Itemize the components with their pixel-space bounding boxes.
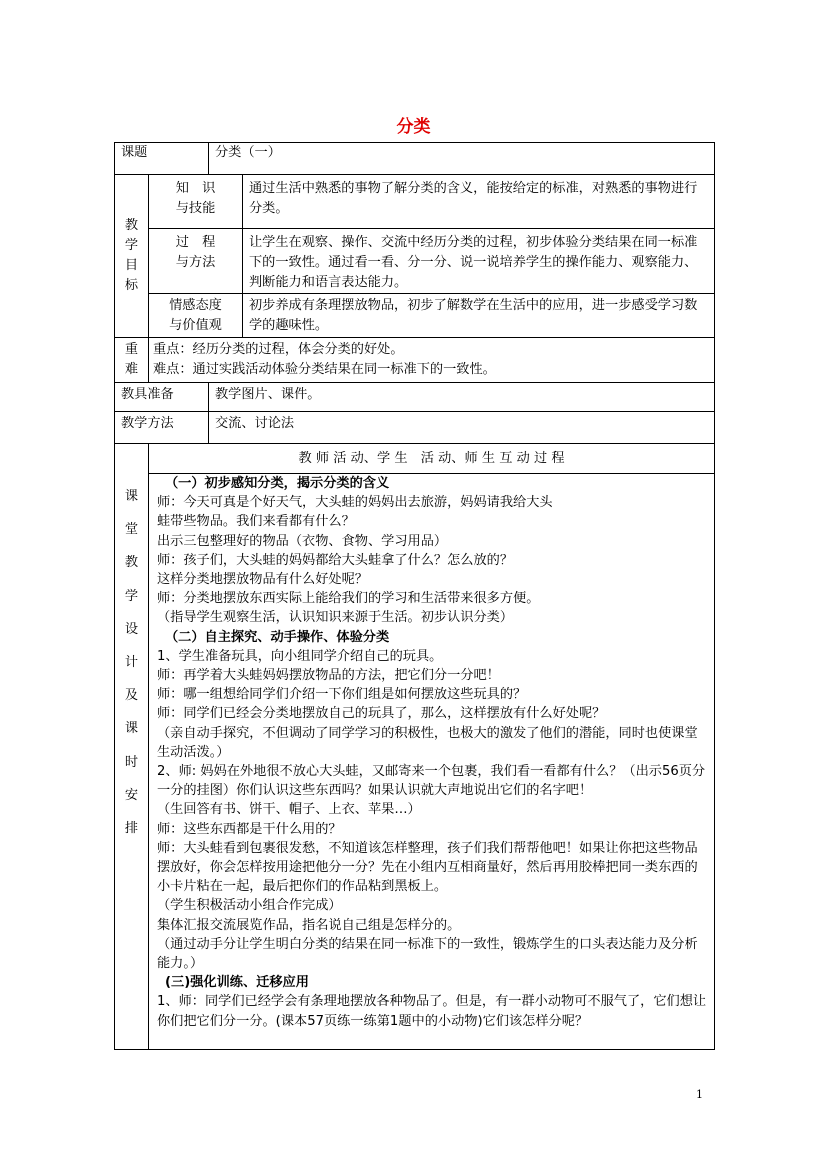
schedule-paragraph: 1、师：同学们已经学会有条理地摆放各种物品了。但是，有一群小动物可不服气了，它们想让你们把它们分一分。(课本57页练一练第1题中的小动物)它们该怎样分呢？ (157, 994, 707, 1029)
goal-knowledge-row (115, 175, 715, 229)
schedule-paragraphs (157, 474, 710, 1031)
goals-label-char: 目 (124, 258, 139, 273)
schedule-label-char: 及 (124, 688, 139, 704)
schedule-body-row (115, 474, 715, 1050)
goal-knowledge-text: 通过生活中熟悉的事物了解分类的含义，能按给定的标准，对熟悉的事物进行分类。 (243, 175, 715, 229)
key-points-label (115, 338, 149, 383)
schedule-label-char: 课 (124, 721, 139, 737)
schedule-paragraph: 2、师: 妈妈在外地很不放心大头蛙，又邮寄来一个包裹，我们看一看都有什么？（出示56页分一分的挂图）你们认识这些东西吗？如果认识就大声地说出它们的名字吧！ (157, 764, 706, 799)
tools-value: 教学图片、课件。 (209, 383, 715, 412)
schedule-paragraph: （生回答有书、饼干、帽子、上衣、苹果…） (157, 802, 421, 818)
key-points-row (115, 338, 715, 383)
schedule-body (149, 474, 715, 1050)
key-point-line: 难点：通过实践活动体验分类结果在同一标准下的一致性。 (153, 362, 496, 377)
schedule-paragraph: 师：再学着大头蛙妈妈摆放物品的方法，把它们分一分吧！ (157, 668, 500, 684)
key-points-label-char: 难 (124, 362, 139, 377)
schedule-paragraph: （学生积极活动小组合作完成） (157, 898, 342, 914)
goal-knowledge-label (149, 175, 243, 229)
goal-process-label (149, 229, 243, 294)
key-points-label-char: 重 (124, 342, 139, 357)
method-row (115, 412, 715, 444)
schedule-paragraph: 师：这些东西都是干什么用的？ (157, 821, 342, 837)
goals-label-char: 学 (124, 238, 139, 253)
goal-process-text: 让学生在观察、操作、交流中经历分类的过程，初步体验分类结果在同一标准下的一致性。通过看一看、分一分、说一说培养学生的操作能力、观察能力、判断能力和语言表达能力。 (243, 229, 715, 294)
schedule-paragraph: 师：哪一组想给同学们介绍一下你们组是如何摆放这些玩具的？ (157, 687, 527, 703)
schedule-paragraph: 这样分类地摆放物品有什么好处呢？ (157, 572, 368, 588)
tools-row (115, 383, 715, 412)
tools-label: 教具准备 (115, 383, 209, 412)
schedule-paragraph: 出示三包整理好的物品（衣物、食物、学习用品） (157, 533, 448, 549)
topic-value: 分类（一） (209, 143, 715, 175)
section-heading: （一）初步感知分类，揭示分类的含义 (165, 476, 390, 491)
lesson-plan-table (114, 142, 715, 1050)
topic-label: 课题 (115, 143, 209, 175)
schedule-paragraph: 1、学生准备玩具，向小组同学介绍自己的玩具。 (157, 648, 443, 664)
goal-label-line: 情感态度 (169, 298, 222, 313)
goal-label-line: 过 程 (175, 235, 216, 250)
schedule-paragraph: 蛙带些物品。我们来看都有什么？ (157, 514, 355, 530)
schedule-label-char: 堂 (124, 522, 139, 538)
document-title: 分类 (396, 117, 431, 137)
schedule-paragraph: 师：分类地摆放东西实际上能给我们的学习和生活带来很多方便。 (157, 591, 540, 607)
schedule-label-char: 教 (124, 555, 139, 571)
goal-label-line: 与方法 (175, 255, 216, 270)
schedule-header: 教 师 活 动、学 生 活 动、师 生 互 动 过 程 (149, 444, 715, 474)
schedule-label-char: 学 (124, 588, 139, 604)
key-points-text (149, 338, 715, 383)
schedule-label-char: 排 (124, 821, 139, 837)
goal-emotion-text: 初步养成有条理摆放物品，初步了解数学在生活中的应用，进一步感受学习数学的趣味性。 (243, 294, 715, 338)
topic-row (115, 143, 715, 175)
goal-emotion-label (149, 294, 243, 338)
schedule-paragraph: 集体汇报交流展览作品，指名说自己组是怎样分的。 (157, 917, 461, 933)
schedule-paragraph: 师：同学们已经会分类地摆放自己的玩具了，那么，这样摆放有什么好处呢？ (157, 706, 606, 722)
schedule-label-char: 安 (124, 787, 139, 803)
goal-process-row (115, 229, 715, 294)
schedule-paragraph: （亲自动手探究，不但调动了同学学习的积极性，也极大的激发了他们的潜能，同时也使课堂生动活泼。） (157, 725, 698, 760)
goal-label-line: 与价值观 (169, 318, 222, 333)
method-value: 交流、讨论法 (209, 412, 715, 444)
goal-label-line: 与技能 (175, 201, 216, 216)
section-heading: （二）自主探究、动手操作、体验分类 (165, 629, 390, 645)
schedule-paragraph: 师：今天可真是个好天气，大头蛙的妈妈出去旅游，妈妈请我给大头 (157, 495, 553, 511)
schedule-paragraph: （通过动手分让学生明白分类的结果在同一标准下的一致性，锻炼学生的口头表达能力及分析能力。） (157, 936, 698, 972)
schedule-label-char: 时 (124, 754, 139, 770)
goal-label-line: 知 识 (175, 181, 216, 196)
schedule-label-char: 计 (124, 655, 139, 671)
section-heading: (三)强化训练、迁移应用 (165, 975, 309, 991)
goals-label-char: 教 (124, 218, 139, 233)
method-label: 教学方法 (115, 412, 209, 444)
page-number: 1 (696, 1088, 703, 1101)
schedule-paragraph: （指导学生观察生活，认识知识来源于生活。初步认识分类） (157, 610, 514, 626)
schedule-paragraph: 师：大头蛙看到包裹很发愁，不知道该怎样整理，孩子们我们帮帮他吧！如果让你把这些物品摆放好，你会怎样按用途把他分一分？先在小组内互相商量好，然后再用胶棒把同一类东西的小卡片粘在一起，最后把你们的作品粘到黑板上。 (157, 840, 698, 895)
schedule-label-char: 课 (124, 489, 139, 504)
schedule-header-row (115, 444, 715, 474)
schedule-paragraph: 师：孩子们，大头蛙的妈妈都给大头蛙拿了什么？怎么放的？ (157, 552, 514, 568)
schedule-label-char: 设 (124, 621, 139, 637)
goals-label-char: 标 (124, 278, 139, 293)
key-point-line: 重点：经历分类的过程，体会分类的好处。 (153, 342, 404, 357)
goal-emotion-row (115, 294, 715, 338)
goals-label (115, 175, 149, 338)
schedule-label (115, 444, 149, 1050)
